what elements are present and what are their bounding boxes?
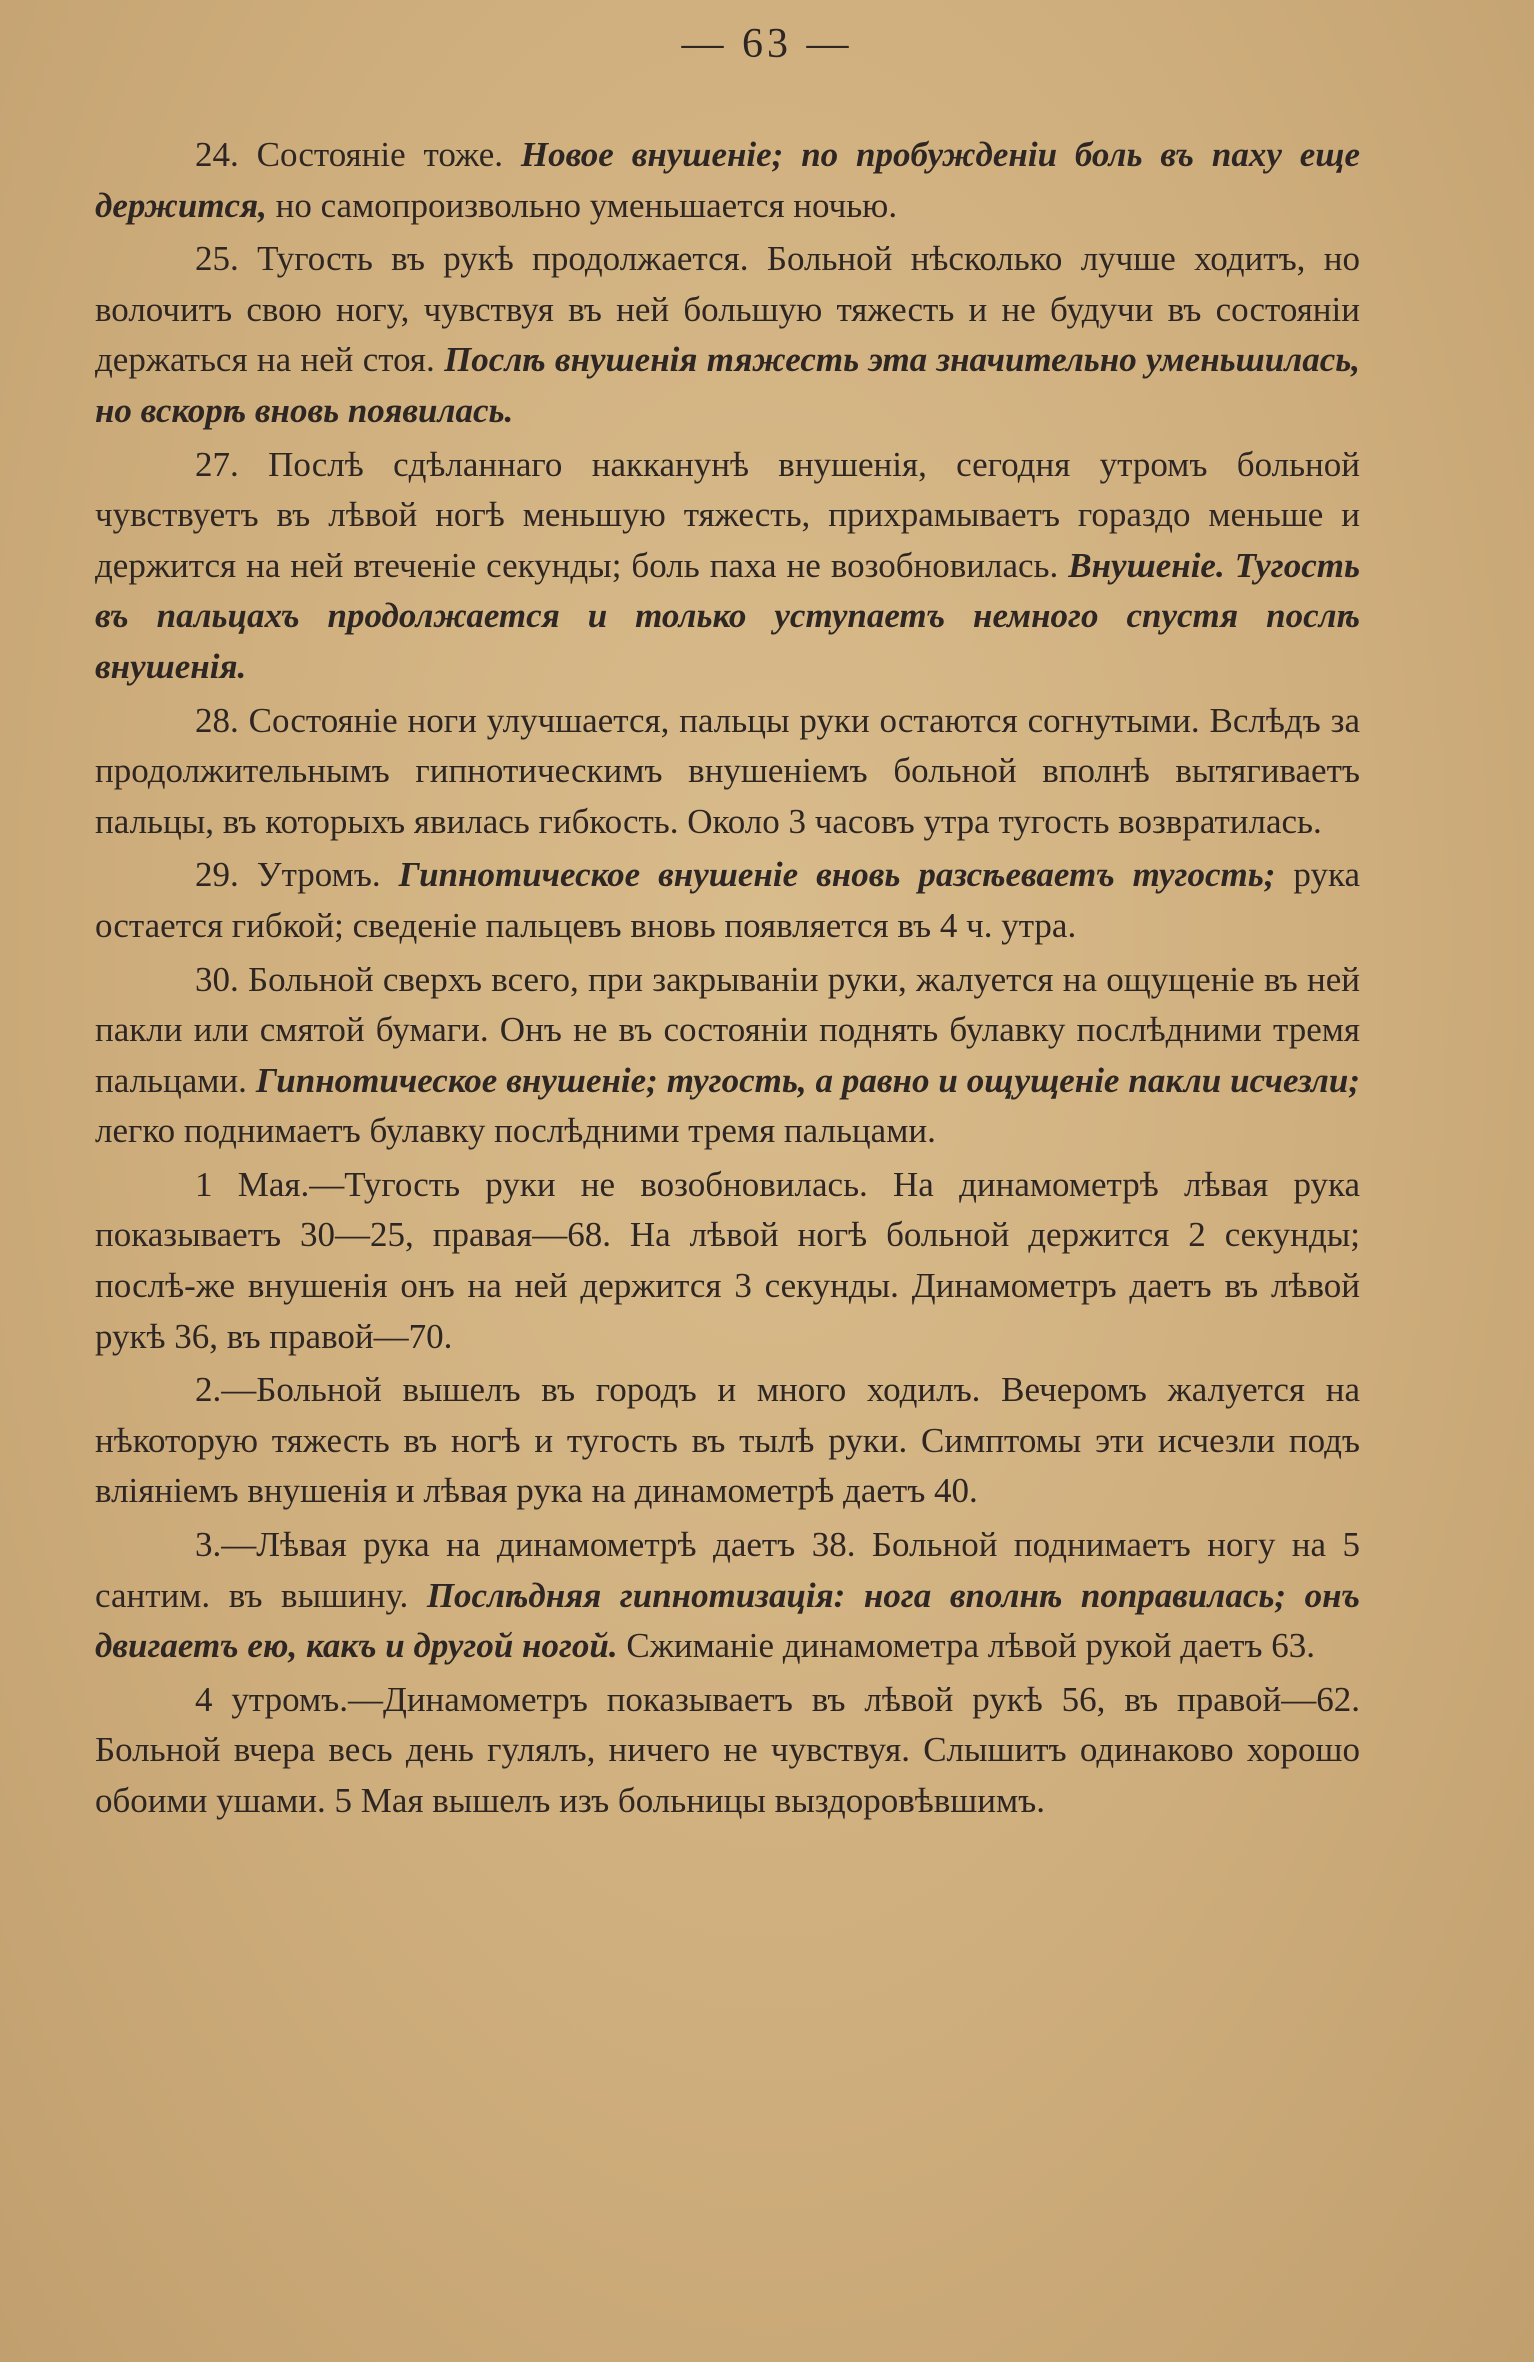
italic-run: Послѣ внушенiя тяжесть эта значительно уменьшилась, но вскорѣ вновь появилась.	[95, 340, 1361, 430]
paragraph-29	[95, 850, 1360, 951]
text-run: рука остается гибкой; сведенiе пальцевъ вновь появляется въ 4 ч. утра.	[95, 855, 1360, 945]
text-run: 27. Послѣ сдѣланнаго накканунѣ внушенiя, сегодня утромъ больной чувствуетъ въ лѣвой ногѣ меньшую тяжесть, прихрамываетъ гораздо меньше и держится на ней втеченiе секунды; боль паха не возобновилась.	[95, 444, 1360, 585]
body-text	[95, 130, 1360, 1830]
italic-run: Гипнотическое внушенiе вновь разсѣеваетъ тугость;	[398, 855, 1276, 895]
italic-run: Послѣдняя гипнотизацiя: нога вполнѣ поправилась; онъ двигаетъ ею, какъ и другой ногой.	[95, 1575, 1360, 1666]
text-run: 29. Утромъ.	[195, 855, 399, 895]
text-run: 30. Больной сверхъ всего, при закрыванiи руки, жалуется на ощущенiе въ ней пакли или смятой бумаги. Онъ не въ состоянiи поднять булавку послѣдними тремя пальцами.	[95, 959, 1360, 1100]
paragraph-27	[95, 440, 1360, 693]
paragraph-30	[95, 955, 1360, 1157]
paragraph-may-4	[95, 1675, 1360, 1827]
text-run: 24. Состоянiе тоже.	[195, 135, 521, 174]
paragraph-may-3	[95, 1520, 1360, 1672]
paragraph-may-2	[95, 1365, 1360, 1517]
paragraph-24	[95, 130, 1360, 231]
paragraph-25	[95, 234, 1360, 436]
text-run: Сжиманiе динамометра лѣвой рукой даетъ 63.	[617, 1626, 1316, 1666]
text-run: 4 утромъ.—Динамометръ показываетъ въ лѣвой рукѣ 56, въ правой—62. Больной вчера весь день гулялъ, ничего не чувствуя. Слышитъ одинаково хорошо обоими ушами. 5 Мая вышелъ изъ больницы выздоровѣвшимъ.	[95, 1679, 1360, 1820]
text-run: 25. Тугость въ рукѣ продолжается. Больной нѣсколько лучше ходитъ, но волочитъ свою ногу, чувствуя въ ней большую тяжесть и не будучи въ состоянiи держаться на ней стоя.	[95, 239, 1360, 380]
text-run: легко поднимаетъ булавку послѣдними тремя пальцами.	[95, 1111, 936, 1151]
text-run: 28. Состоянiе ноги улучшается, пальцы руки остаются согнутыми. Вслѣдъ за продолжительнымъ гипнотическимъ внушенiемъ больной вполнѣ вытягиваетъ пальцы, въ которыхъ явилась гибкость. Около 3 часовъ утра тугость возвратилась.	[95, 700, 1360, 841]
text-run: 1 Мая.—Тугость руки не возобновилась. На динамометрѣ лѣвая рука показываетъ 30—25, правая—68. На лѣвой ногѣ больной держится 2 секунды; послѣ-же внушенiя онъ на ней держится 3 секунды. Динамометръ даетъ въ лѣвой рукѣ 36, въ правой—70.	[95, 1164, 1360, 1356]
text-run: 3.—Лѣвая рука на динамометрѣ даетъ 38. Больной поднимаетъ ногу на 5 сантим. въ вышину.	[95, 1525, 1360, 1615]
italic-run: Новое внушенiе; по пробужденiи боль въ паху еще держится,	[95, 135, 1360, 225]
text-run: 2.—Больной вышелъ въ городъ и много ходилъ. Вечеромъ жалуется на нѣкоторую тяжесть въ ногѣ и тугость въ тылѣ руки. Симптомы эти исчезли подъ влiянiемъ внушенiя и лѣвая рука на динамометрѣ даетъ 40.	[95, 1370, 1360, 1511]
page-number: — 63 —	[681, 21, 853, 67]
paragraph-28	[95, 696, 1360, 848]
paragraph-may-1	[95, 1160, 1360, 1362]
italic-run: Внушенiе. Тугость въ пальцахъ продолжается и только уступаетъ немного спустя послѣ внушенiя.	[95, 545, 1360, 686]
text-run: но самопроизвольно уменьшается ночью.	[266, 185, 898, 225]
italic-run: Гипнотическое внушенiе; тугость, а равно и ощущенiе пакли исчезли;	[255, 1060, 1360, 1100]
